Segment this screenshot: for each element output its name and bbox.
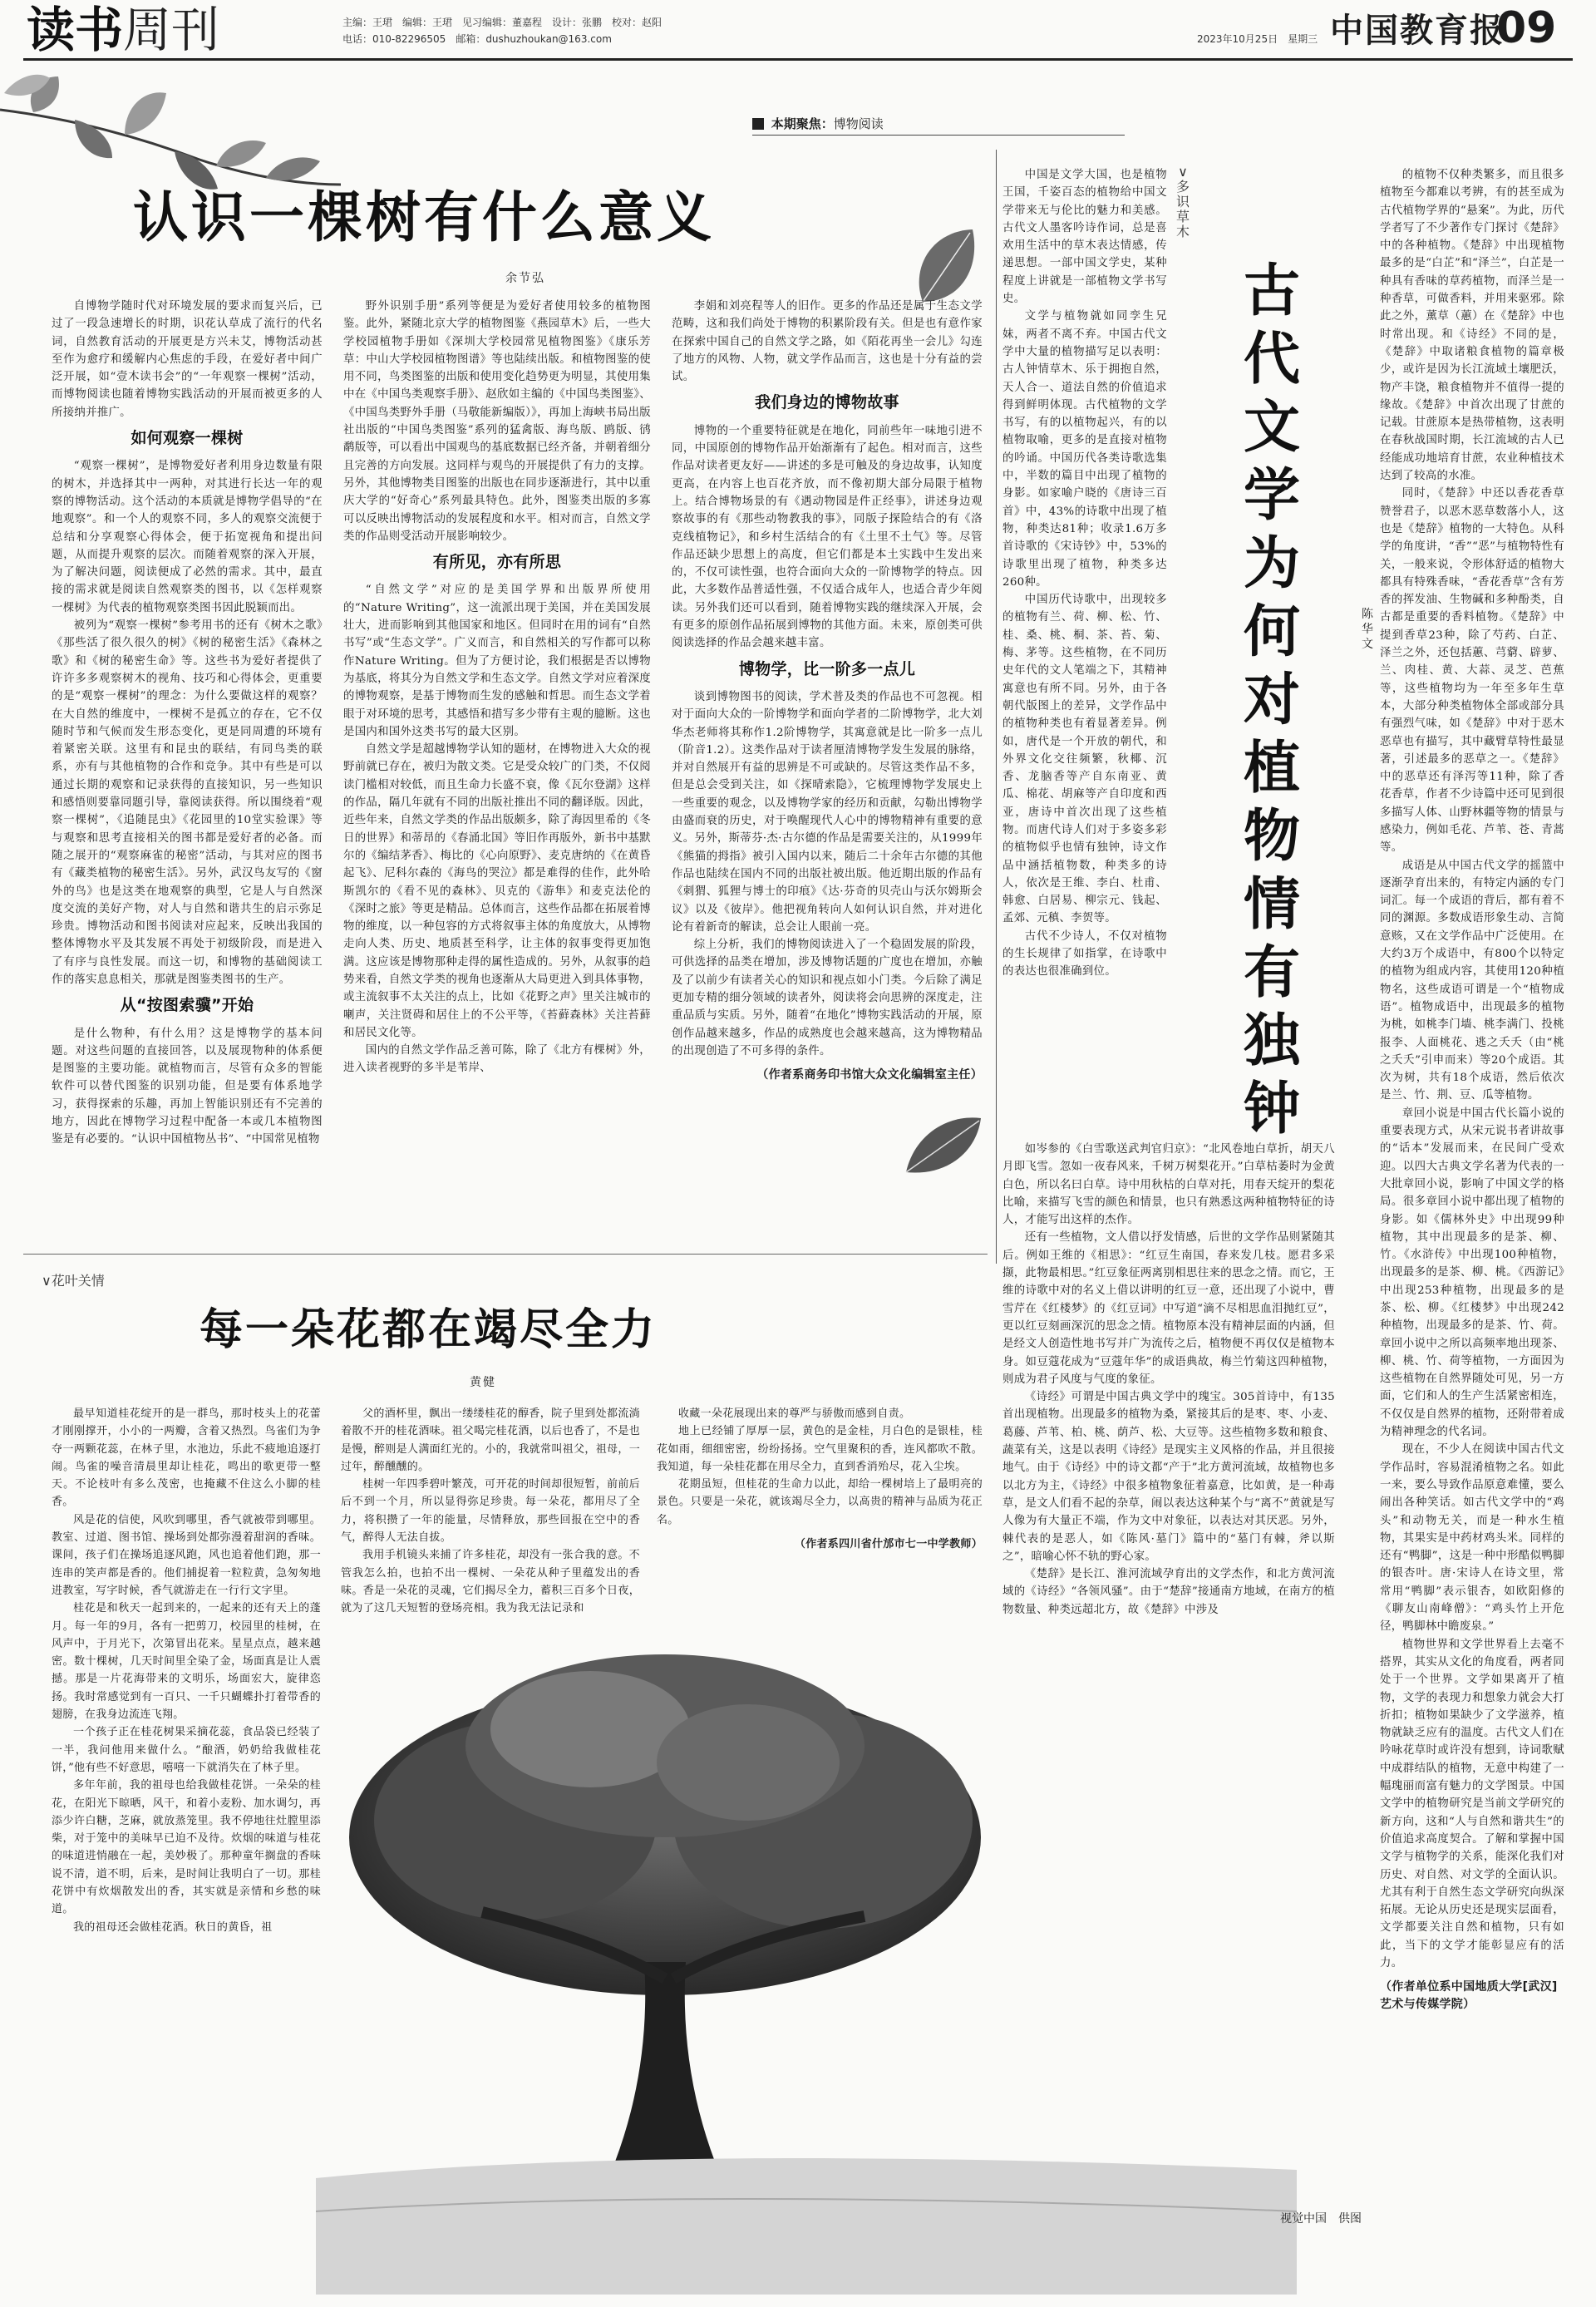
article2-col-3	[657, 1405, 983, 1588]
section-title-bold: 读书	[27, 2, 124, 58]
paragraph: 是什么物种，有什么用？这是博物学的基本问题。对这些问题的直接回答，以及展现物种的体系便是图鉴的主要功能。就植物而言，尽管有众多的智能软件可以替代图鉴的识别功能，但是要有体系地学习，获得探索的乐趣，再加上智能识别还有不完善的地方，因此在博物学习过程中配备一本或几本植物图鉴是有必要的。“认识中国植物丛书”、“中国常见植物	[52, 1027, 323, 1146]
staff-line-2: 电话：010-82296505 邮箱：dushuzhoukan@163.com	[342, 33, 612, 45]
paragraph: 古代不少诗人，不仅对植物的生长规律了如指掌，在诗歌中的表达也很准确到位。	[1002, 929, 1167, 979]
paragraph: 我的祖母还会做桂花酒。秋日的黄昏，祖	[73, 1920, 273, 1934]
paragraph: 谈到博物图书的阅读，学术普及类的作品也不可忽视。相对于面向大众的一阶博物学和面向学者的二阶博物学，北大刘华杰老师将其称作1.2阶博物学，其寓意就是比一阶多一点儿（阶音1.2）。这类作品对于读者厘清博物学发生发展的脉络，并对自然展开有益的思辨是不可或缺的。尽管这类作品不多，但是总会受到关注，如《探晴索隐》，它梳理博物学发展史上一些重要的观念，以及博物学家的经历和贡献，勾勒出博物学由盛而衰的历史，对于唤醒现代人心中的博物精神有重要的意义。另外，斯蒂芬·杰·古尔德的作品是需要关注的，从1999年《熊猫的拇指》被引入国内以来，随后二十余年古尔德的其他作品也陆续在国内不同的出版社被出版。他近期出版的作品有《刺猬、狐狸与博士的印痕》《达·芬奇的贝壳山与沃尔姆斯会议》以及《彼岸》。他把视角转向人如何认识自然，并对进化论有着新奇的解读，总会让人眼前一亮。	[672, 690, 983, 934]
right-section-divider	[996, 150, 997, 1264]
paragraph: 我用手机镜头来捕了许多桂花，却没有一张合我的意。不管我怎么拍，也拍不出一棵树、一朵花从种子里蕴发出的香味。香是一朵花的灵魂，它们揭尽全力，蓄积三百多个日夜，就为了这几天短暂的登场亮相。我为我无法记录和	[341, 1549, 640, 1615]
leaf-branch-illustration	[0, 60, 349, 201]
paragraph: 植物世界和文学世界看上去毫不搭界，其实从文化的角度看，两者同处于一个世界。文学如果离开了植物，文学的表现力和想象力就会大打折扣；植物如果缺少了文学滋养，植物就缺乏应有的温度。古代文人们在吟咏花草时或许没有想到，诗词歌赋中成群结队的植物，无意中构建了一幅瑰丽而富有魅力的文学图景。中国文学中的植物研究是当前文学研究的新方向，这和“人与自然和谐共生”的价值追求高度契合。了解和掌握中国文学与植物学的关系，能深化我们对历史、对自然、对文学的全面认识。尤其有利于自然生态文学研究向纵深拓展。无论从历史还是现实层面看，文学都要关注自然和植物，只有如此，当下的文学才能彰显应有的活力。	[1380, 1638, 1564, 1969]
paragraph: 国内的自然文学作品乏善可陈，除了《北方有棵树》外，进入读者视野的多半是苇岸、	[343, 1044, 651, 1075]
focus-tag-topic: 博物阅读	[833, 116, 884, 131]
paragraph: 《诗经》可谓是中国古典文学中的瑰宝。305首诗中，有135首出现植物。出现最多的植物为桑，紧接其后的是枣、枣、小麦、葛藤、芦苇、柏、桃、荫芦、松、大豆等。这些植物多数和粮食、蔬菜有关，这是以表明《诗经》是现实主义风格的作品，并且很接地气。由于《诗经》中的诗文都“产于”北方黄河流域，故植物也多以北方为主，《诗经》中很多植物象征着嘉意，比如黄，是一种毒草，是文人们看不起的杂草，闹以表达这种某个与“离不”黄就是写人像为有大量正不端，作为文中对象征，以表达对其厌恶。另外，棘代表的是恶人，如《陈风·墓门》篇中的“墓门有棘，斧以斯之”，暗喻心怀不轨的野心家。	[1002, 1391, 1335, 1563]
paragraph: 章回小说是中国古代长篇小说的重要表现方式，从宋元说书者讲故事的“话本”发展而来，在民间广受欢迎。以四大古典文学名著为代表的一大批章回小说，影响了中国文学的格局。很多章回小说中都出现了植物的身影。如《儒林外史》中出现99种植物，其中出现最多的是茶、柳、竹。《水浒传》中出现100种植物，出现最多的是茶、柳、桃。《西游记》中出现253种植物，出现最多的是茶、松、柳。《红楼梦》中出现242种植物，出现最多的是茶、竹、荷。章回小说中之所以高频率地出现茶、柳、桃、竹、荷等植物，一方面因为这些植物在自然界随处可见，另一方面，它们和人的生产生活紧密相连，不仅仅是自然界的植物，还附带着成为精神理念的代名词。	[1380, 1107, 1564, 1439]
paragraph: 父的酒杯里，飘出一缕缕桂花的醇香，院子里到处都流淌着散不开的桂花酒味。祖父喝完桂花酒，以后也香了，不是也是慢，醉则是人满面红光的。小的，我就常叫祖父，祖母，一过年，醉醺醺的。	[341, 1407, 640, 1473]
paragraph: 文学与植物就如同孪生兄妹，两者不离不弃。中国古代文学中大量的植物描写足以表明：古人钟情草木、乐于拥抱自然，天人合一、道法自然的价值追求得到鲜明体现。古代植物的文学书写，有的以植物起兴，有的以植物取喻，更多的是直接对植物的吟诵。中国历代各类诗歌选集中，半数的篇目中出现了植物的身影。如家喻户晓的《唐诗三百首》中，43%的诗歌中出现了植物，种类达81种；收录1.6万多首诗歌的《宋诗钞》中，53%的诗歌里出现了植物，种类多达260种。	[1002, 310, 1167, 589]
paragraph: 收藏一朵花展现出来的尊严与骄傲而感到自责。	[678, 1407, 911, 1420]
author-credit: （作者系四川省什邡市七一中学教师）	[794, 1538, 983, 1551]
paragraph: 多年年前，我的祖母也给我做桂花饼。一朵朵的桂花，在阳光下晾晒，风干，和着小麦粉、加水调匀，再添少许白糖，芝麻，就放蒸笼里。我不停地往灶膛里添柴，对于笼中的美味早已迫不及待。炊烟的味道与桂花的味道进悄融在一起，美妙极了。那种童年搁盘的香味说不清，道不明，后来，是时间让我明白了一切。那桂花饼中有炊烟散发出的香，其实就是亲情和乡愁的味道。	[52, 1779, 321, 1916]
article2-author: 黄健	[470, 1376, 496, 1389]
section-divider	[23, 1254, 988, 1255]
article2-col-1	[52, 1405, 321, 2270]
paragraph: 如岑参的《白雪歌送武判官归京》：“北风卷地白草折，胡天八月即飞雪。忽如一夜春风来，千树万树梨花开。”白草枯萎时为金黄白色，所以名曰白草。诗中用秋枯的白草对托，用春天绽开的梨花比喻，来描写飞雪的颜色和情景，也只有熟悉这两种植物特征的诗人，才能写出这样的杰作。	[1002, 1143, 1335, 1227]
paragraph: 风是花的信使，风吹到哪里，香气就被带到哪里。教室、过道、图书馆、操场到处都弥漫着甜润的香味。课间，孩子们在操场追逐风跑，风也追着他们跑，那一连串的笑声都是香的。他们捕捉着一粒粒黄，急匆匆地进教室，写字时候，香气就游走在一行行文字里。	[52, 1513, 321, 1597]
article2-tag	[42, 1270, 105, 1289]
article3-col-2	[1002, 1141, 1335, 2221]
focus-tag	[752, 115, 884, 132]
paragraph: 李娟和刘亮程等人的旧作。更多的作品还是属于生态文学范畴，这和我们尚处于博物的积累阶段有关。但是也有意作家在探索中国自己的自然文学之路，如《陌花再坐一会儿》勾连了地方的风物、人物，就文学作品而言，这也是十分有益的尝试。	[672, 300, 983, 384]
article3-col-3	[1380, 166, 1564, 2128]
article3-author: 陈华文	[1362, 608, 1373, 651]
photo-credit: 视觉中国 供图	[1280, 2212, 1362, 2226]
paragraph: “观察一棵树”，是博物爱好者利用身边数量有限的树木，并选择其中一两种，对其进行长达一年的观察的博物活动。这个活动的本质就是博物学倡导的“在地观察”。和一个人的观察不同，多人的观察交流便于总结和分享观察心得体会，便于拓宽视角和提出问题，从而提升观察的层次。而随着观察的深入开展，为了解决问题，阅读便成了必然的需求。其中，最直接的需求就是阅读自然观察类的图书，以《怎样观察一棵树》为代表的植物观察类图书因此脱颖而出。	[52, 460, 323, 614]
article1-col-1	[52, 298, 323, 1247]
section-title-light: 周刊	[123, 2, 220, 58]
paragraph: 自然文学是超越博物学认知的题材，在博物进入大众的视野前就已存在，被归为散文类。它是受众较广的门类，不仅阅读门槛相对较低，而且生命力长盛不衰，像《瓦尔登湖》这样的作品，隔几年就有不同的出版社推出不同的翻译版。因此，近些年来，自然文学类的作品出版颇多，除了海因里希的《冬日的世界》和蒂昂的《春涌北国》等旧作再版外，新书中基默尔的《编结茅香》、梅比的《心向原野》、麦克唐纳的《在黄昏起飞》、尼科尔森的《海鸟的哭泣》都是难得的佳作，此外哈斯凯尔的《看不见的森林》、贝克的《游隼》和麦克法伦的《深时之旅》等更是精品。总体而言，这些作品都在拓展着博物的维度，以一种包容的方式将叙事主体的角度放大，从博物走向人类、历史、地质甚至科学，让主体的叙事变得更加饱满。这应该是博物那种走得的属性造成的。另外，从叙事的趋势来看，自然文学类的视角也逐渐从大局更进入到具体事物，或主流叙事不太关注的点上，比如《花野之声》里关注城市的喇声，关注贤碍和居住上的不公平等，《苔藓森林》关注苔藓和居民文化等。	[343, 743, 651, 1039]
article2-col-2	[341, 1405, 640, 1654]
article3-col-1	[1002, 166, 1167, 1141]
subheading: 从“按图索骥”开始	[120, 996, 254, 1015]
paragraph: 桂树一年四季碧叶繁茂，可开花的时间却很短暂，前前后后不到一个月，所以显得弥足珍贵。每一朵花，都用尽了全力，将积攒了一年的能量，尽情释放，那些回报在空中的香气，醉得人无法自拔。	[341, 1478, 640, 1545]
article3-tag	[1174, 165, 1192, 239]
paragraph: 最早知道桂花绽开的是一群鸟，那时枝头上的花蕾才刚刚撑开，小小的一两瓣，含着又热烈。鸟雀们为争夺一两颗花蕊，在林子里，水池边，乐此不疲地追逐打闹。鸟雀的噪音清晨里却让桂花，鸣出的歌更带一整天。不论枝叶有多么茂密，也掩藏不住这么小脚的桂香。	[52, 1407, 321, 1509]
focus-rule	[752, 135, 1125, 136]
page-number: 09	[1496, 3, 1557, 53]
paragraph: “自然文学”对应的是美国学界和出版界所使用的“Nature Writing”，这一流派出现于美国，并在美国发展壮大，进而影响到其他国家和地区。但同时在用的词有“自然书写”或“生态文学”。广义而言，和自然相关的写作都可以称作Nature Writing。但为了方便讨论，我们根据是否以博物为基底，将其分为自然文学和生态文学。自然文学对应着深度的博物观察，是基于博物而生发的感触和哲思。而生态文学着眼于对环境的思考，其感悟和措写多少带有主观的臆断。这也是国内和国外这类书写的最大区别。	[343, 584, 651, 738]
paragraph: 综上分析，我们的博物阅读进入了一个稳固发展的阶段，可供选择的品类在增加，涉及博物话题的广度也在增加，亦触及了以前少有读者关心的知识和视点如小门类。今后除了满足更加专精的细分领域的读者外，阅读将会向思辨的深度走，注重品质与实质。另外，随着“在地化”博物实践活动的开展，原创作品越来越多，作品的成熟度也会越来越高，这为博物精品的出现创造了不可多得的条件。	[672, 939, 983, 1057]
paragraph: 一个孩子正在桂花树果采摘花蕊，食品袋已经装了一半，我问他用来做什么。“酿酒，奶奶给我做桂花饼，”他有些不好意思，嘻嘻一下就消失在了林子里。	[52, 1726, 321, 1774]
paragraph: 桂花是和秋天一起到来的，一起来的还有天上的蓬月。每一年的9月，各有一把剪刀，校园里的桂树，在风声中，于月光下，次第冒出花来。星星点点，越来越密。数十棵树，几天时间里全染了金，场面真是让人震撼。那是一片花海带来的文明乐，场面宏大，旋律恣扬。我时常感觉到有一百只、一千只蝴蝶扑打着带香的翅膀，在我身边流连飞翔。	[52, 1602, 321, 1722]
article2-title: 每一朵花都在竭尽全力	[200, 1305, 658, 1355]
paragraph: 野外识别手册”系列等便是为爱好者使用较多的植物图鉴。此外，紧随北京大学的植物图鉴《燕园草木》后，一些大学校园植物手册如《深圳大学校园常见植物图鉴》《康乐芳草：中山大学校园植物图谱》等也陆续出版。和植物图鉴的使用不同，鸟类图鉴的出版和使用变化趋势更为明显，其使用集中在《中国鸟类观察手册》、赵欣如主编的《中国鸟类图鉴》、《中国鸟类野外手册（马敬能新编版）》，再加上海峡书局出版社出版的“中国鸟类图鉴”系列的猛禽版、海鸟版、鸥版、鸻鹬版等，可以看出中国观鸟的基底数据已经齐备，并朝着细分且完善的方向发展。这同样与观鸟的开展提供了有力的支撑。另外，其他博物类目图鉴的出版也在同步逐渐进行，其中以重庆大学的“好奇心”系列最具特色。此外，图鉴类出版的多寡可以反映出博物活动的发展程度和水平。相对而言，自然文学类的作品则受活动开展影响较少。	[343, 300, 651, 543]
article1-col-2	[343, 298, 651, 1247]
paragraph: 花期虽短，但桂花的生命力以此，却给一棵树培上了最明亮的景色。只要是一朵花，就该竭尽全力，以高贵的精神与品质为花正名。	[657, 1478, 983, 1526]
subheading: 如何观察一棵树	[131, 429, 244, 448]
article3-tag-label: 多识草木	[1175, 179, 1190, 239]
subheading: 博物学，比一阶多一点儿	[738, 659, 916, 678]
subheading: 我们身边的博物故事	[755, 393, 899, 412]
paragraph: 自博物学随时代对环境发展的要求而复兴后，已过了一段急速增长的时期，识花认草成了流行的代名词，自然教育活动的开展更是方兴未艾，博物活动甚至作为愈疗和缓解内心焦虑的手段，在爱好者中间广泛开展，如“壹木读书会”的“一年观察一棵树”活动，而博物阅读也随着博物实践活动的开展而被更多的人所接纳并推广。	[52, 300, 323, 419]
subheading: 有所见，亦有所思	[432, 553, 562, 572]
article1-author: 余节弘	[505, 272, 545, 285]
focus-tag-marker	[752, 118, 764, 130]
author-credit: （作者单位系中国地质大学[武汉]艺术与传媒学院）	[1380, 1980, 1558, 2012]
paragraph: 中国历代诗歌中，出现较多的植物有兰、荷、柳、松、竹、桂、桑、桃、桐、茶、苔、菊、梅、茅等。这些植物，在不同历史年代的文人笔端之下，其精神寓意也有所不同。另外，由于各朝代版图上的差异，文学作品中的植物种类也有着显著差异。例如，唐代是一个开放的朝代，和外界文化交往频繁，秋椰、沉香、龙脑香等产自东南亚、黄瓜、棉花、胡麻等产自印度和西亚，唐诗中首次出现了这些植物。而唐代诗人们对于多姿多彩的植物似乎也情有独钟，诗文作品中涵括植物数，种类多的诗人，依次是王维、李白、杜甫、韩愈、白居易、柳宗元、钱起、孟郊、元稹、李贺等。	[1002, 594, 1167, 925]
masthead	[0, 0, 1596, 60]
section-title	[27, 3, 219, 57]
paragraph: 现在，不少人在阅读中国古代文学作品时，容易混淆植物之名。如此一来，要么导致作品原意难懂，要么闹出各种笑话。如古代文学中的“鸡头”和动物无关，而是一种水生植物，其果实是中药材鸡头米。同样的还有“鸭脚”，这是一种中形酷似鸭脚的银杏叶。唐·宋诗人在诗文里，常常用“鸭脚”表示银杏，如欧阳修的《聊友山南峰僧》：“鸡头竹上开危径，鸭脚林中瞻废泉。”	[1380, 1443, 1564, 1634]
staff-line-1: 主编：王珺 编辑：王珺 见习编辑：董嘉程 设计：张鹏 校对：赵阳	[342, 17, 663, 28]
paragraph: 博物的一个重要特征就是在地化，同前些年一味地引进不同，中国原创的博物作品开始渐渐有了起色。相对而言，这些作品对读者更友好——讲述的多是可触及的身边故事，认知度更高，在内容上也百花齐放，而不像初期大部分局限于植物上。结合博物场景的有《遇动物园是件正经事》，讲述身边观察故事的有《那些动物教我的事》，同版子探险结合的有《洛克线植物记》，和乡村生活结合的有《土里不土气》等。尽管作品还缺少思想上的高度，但它们都是本土实践中生发出来的，不仅可读性强，也符合面向大众的一阶博物学的特点。因此，大多数作品普适性强，不仅适合成年人，也适合青少年阅读。另外我们还可以看到，随着博物实践的继续深入开展，会有更多的原创作品拓展到博物的其他方面。未来，原创类可供阅读选择的作品会越来越丰富。	[672, 424, 983, 650]
tag-marker: ∨	[42, 1273, 52, 1289]
article1-col-3	[672, 298, 983, 1247]
paragraph: 同时，《楚辞》中还以香花香草赞誉君子，以恶木恶草数落小人，这也是《楚辞》植物的一大特色。从科学的角度讲，“香”“恶”与植物特性有关，一般来说，令形体舒适的植物大都具有特殊香味，“香花香草”含有芳香的挥发油、生物碱和多种酚类，自古都是重要的香料植物。《楚辞》中提到香草23种，除了芍药、白芷、泽兰之外，还包括蕙、芎藭、辟萝、兰、肉桂、黄、大蒜、灵芝、芭蕉等，这些植物均为一年至多年生草本，大部分种类植物体全部或部分具有强烈气味，如《楚辞》中对于恶木恶草也有描写，其中藏臂草特性最显著，引述最多的恶草之一。《楚辞》中的恶草还有泽泻等11种，除了香花香草，作者不少诗篇中还可见到很多描写人体、山野林疆等物的情景与感染力，例如毛花、芦苇、苍、青蒿等。	[1380, 487, 1564, 855]
article2-tag-label: 花叶关情	[51, 1273, 105, 1289]
article3-title: 古代文学为何对植物情有独钟	[1243, 259, 1300, 1142]
paragraph: 中国是文学大国，也是植物王国，千姿百态的植物给中国文学带来无与伦比的魅力和美感。古代文人墨客吟诗作词，总是喜欢用生活中的草木表达情感，传递思想。一部中国文学史，某种程度上讲就是一部植物文学书写史。	[1002, 169, 1167, 306]
paragraph: 地上已经铺了厚厚一层，黄色的是金桂，月白色的是银桂，桂花如雨，细细密密，纷纷扬扬。空气里聚积的香，连风都吹不散。我知道，每一朵桂花都在用尽全力，直到香消殆尽，花入尘埃。	[657, 1425, 983, 1473]
paper-name: 中国教育报	[1330, 11, 1505, 50]
tag-marker: ∨	[1178, 164, 1188, 180]
issue-date: 2023年10月25日 星期三	[1197, 33, 1318, 45]
paragraph: 成语是从中国古代文学的摇篮中逐渐孕育出来的，有特定内涵的专门词汇。每一个成语的背后，都有着不同的渊源。多数成语形象生动、言简意赅，又在文学作品中广泛使用。在大约3万个成语中，有800个以特定的植物为组成内容，其使用120种植物名，这些成语可谓是一个“植物成语”。植物成语中，出现最多的植物为桃，如桃李门墙、桃李满门、投桃报李、人面桃花、逃之夭夭（由“桃之夭夭”引申而来）等20个成语。其次为树，共有18个成语，然后依次是兰、竹、荆、豆、瓜等植物。	[1380, 859, 1564, 1102]
paragraph: 被列为“观察一棵树”参考用书的还有《树木之歌》《那些活了很久很久的树》《树的秘密生活》《森林之歌》和《树的秘密生命》等。这些书为爱好者提供了许许多多观察树木的视角、技巧和心得体会，更重要的是“观察一棵树”的理念：为什么要做这样的观察？在大自然的维度中，一棵树不是孤立的存在，它不仅随时节和气候而发生形态变化，更是同周遭的环境有着紧密关联。这里有和昆虫的联结，有同鸟类的联系，亦有与其他植物的合作和竞争。其中有些是可以通过长期的观察和记录获得的直接知识，另一些知识和感悟则要靠同题引导，靠阅读获得。所以围绕着“观察一棵树”，《追随昆虫》《花园里的10堂实验课》等与观察和思考直接相关的图书都是爱好者的必备。而随之展开的“观察麻雀的秘密”活动，与其对应的图书有《藏类植物的秘密生活》。另外，武汉鸟友写的《窗外的鸟》也是这类在地观察的典型，它是人与自然深度交流的美好产物，对人与自然和谐共生的启示弥足珍贵。博物活动和图书阅读对应起来，反映出我国的整体博物水平及其发展不再处于初级阶段，而是进入了有序与良性发展。而这一切，和博物的基础阅读工作的落实息息相关，那就是图鉴类图书的生产。	[52, 619, 323, 986]
paragraph: 还有一些植物，文人借以抒发情感，后世的文学作品则紧随其后。例如王维的《相思》：“红豆生南国，春来发几枝。愿君多采撷，此物最相思。”红豆象征两离别相思往来的思念之情。而它，王维的诗歌中对的名义上借以讲明的红豆一意，还出现了小说中，曹雪芹在《红楼梦》的《红豆词》中写道“滴不尽相思血泪抛红豆”，更以红豆刻画深沉的思念之情。植物原本没有精神层面的内涵，但是经文人创造性地书写并广为流传之后，植物便不再仅仅是植物本身。如豆蔻花成为“豆蔻年华”的成语典故，梅兰竹菊这四种植物，则成为君子风度与气度的象征。	[1002, 1231, 1335, 1386]
author-credit: （作者系商务印书馆大众文化编辑室主任）	[756, 1068, 983, 1082]
article1-title: 认识一棵树有什么意义	[133, 185, 715, 249]
paragraph: 的植物不仅种类繁多，而且很多植物至今都难以考辨，有的甚至成为古代植物学界的“悬案”。为此，历代学者写了不少著作专门探讨《楚辞》中的各种植物。《楚辞》中出现植物最多的是“白芷”和“泽兰”，白芷是一种具有香味的草药植物，而泽兰是一种香草，可做香料，并用来驱邪。除此之外，薰草（蕙）在《楚辞》中也时常出现。和《诗经》不同的是，《楚辞》中取诸粮食植物的篇章极少，或许是因为长江流域土壤肥沃，物产丰饶，粮食植物并不值得一提的缘故。《楚辞》中首次出现了甘蔗的记载。甘蔗原本是热带植物，这表明在春秋战国时期，长江流域的古人已经能成功地培育甘蔗，农业种植技术达到了较高的水准。	[1380, 169, 1564, 483]
focus-tag-label: 本期聚焦：	[771, 116, 834, 131]
paragraph: 《楚辞》是长江、淮河流域孕育出的文学杰作，和北方黄河流域的《诗经》“各领风骚”。由于“楚辞”接通南方地域，在南方的植物数量、种类远超北方，故《楚辞》中涉及	[1002, 1568, 1335, 1616]
